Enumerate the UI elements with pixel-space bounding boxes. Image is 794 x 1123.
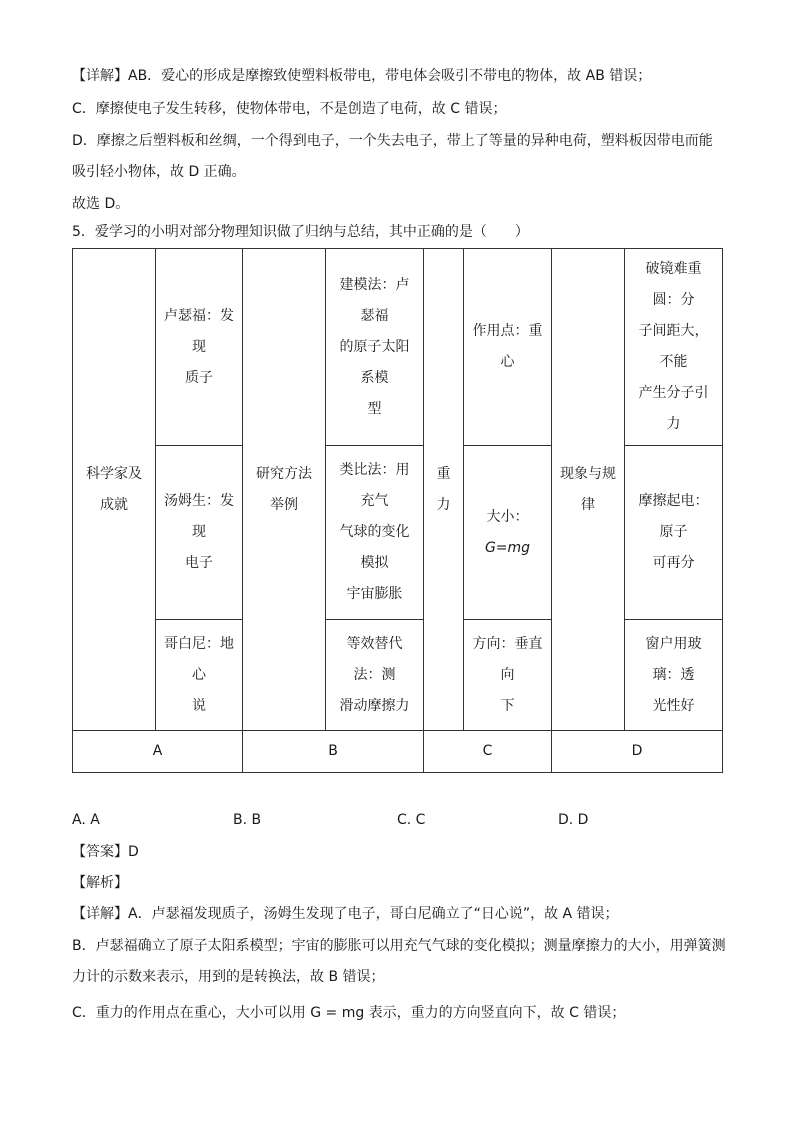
cell-b3: 等效替代 法：测 滑动摩擦力 (326, 620, 424, 731)
cell-c2-formula: G=mg (484, 539, 531, 556)
detail-line-2: B．卢瑟福确立了原子太阳系模型；宇宙的膨胀可以用充气气球的变化模拟；测量摩擦力的大小，用弹簧测 (72, 938, 726, 954)
option-a: A. A (72, 812, 100, 828)
option-d: D. D (558, 812, 589, 828)
cell-d2: 摩擦起电： 原子 可再分 (625, 446, 723, 620)
group-label-d: D (552, 731, 723, 773)
prev-detail-line-4: 吸引轻小物体，故 D 正确。 (72, 164, 246, 180)
cell-d3: 窗户用玻 璃：透 光性好 (625, 620, 723, 731)
option-c: C. C (397, 812, 426, 828)
detail-line-1: 【详解】A．卢瑟福发现质子，汤姆生发现了电子，哥白尼确立了“日心说”，故 A 错误； (72, 906, 619, 922)
group-label-c: C (424, 731, 552, 773)
cell-b1: 建模法：卢 瑟福 的原子太阳 系模 型 (326, 249, 424, 446)
col-a-header: 科学家及 成就 (73, 249, 156, 731)
detail-line-4: C．重力的作用点在重心，大小可以用 G = mg 表示，重力的方向竖直向下，故 C 错误； (72, 1005, 626, 1021)
group-label-b: B (243, 731, 424, 773)
prev-detail-line-1: 【详解】AB．爱心的形成是摩擦致使塑料板带电，带电体会吸引不带电的物体，故 AB 错误； (72, 68, 652, 84)
cell-a2: 汤姆生：发 现 电子 (156, 446, 243, 620)
cell-d1: 破镜难重 圆：分 子间距大， 不能 产生分子引 力 (625, 249, 723, 446)
prev-detail-line-2: C．摩擦使电子发生转移，使物体带电，不是创造了电荷，故 C 错误； (72, 101, 507, 117)
prev-detail-line-3: D．摩擦之后塑料板和丝绸，一个得到电子，一个失去电子，带上了等量的异种电荷，塑料板因带电而能 (72, 133, 713, 149)
analysis-tag: 【解析】 (72, 875, 128, 891)
answer-line: 【答案】D (72, 844, 139, 860)
prev-detail-line-5: 故选 D。 (72, 196, 130, 212)
cell-a3: 哥白尼：地 心 说 (156, 620, 243, 731)
cell-b2: 类比法：用 充气 气球的变化 模拟 宇宙膨胀 (326, 446, 424, 620)
question-stem: 5．爱学习的小明对部分物理知识做了归纳与总结，其中正确的是（ ） (72, 224, 529, 240)
cell-c1: 作用点：重 心 (464, 249, 552, 446)
summary-table (72, 248, 723, 773)
col-b-header: 研究方法 举例 (243, 249, 326, 731)
cell-a1: 卢瑟福：发 现 质子 (156, 249, 243, 446)
cell-c2 (464, 446, 552, 620)
cell-c2-label: 大小： (486, 508, 529, 525)
detail-line-3: 力计的示数来表示，用到的是转换法，故 B 错误； (72, 969, 385, 985)
col-c-header: 重 力 (424, 249, 464, 731)
group-label-a: A (73, 731, 243, 773)
answer-options (0, 810, 794, 830)
col-d-header: 现象与规 律 (552, 249, 625, 731)
option-b: B. B (233, 812, 262, 828)
cell-c3: 方向：垂直 向 下 (464, 620, 552, 731)
